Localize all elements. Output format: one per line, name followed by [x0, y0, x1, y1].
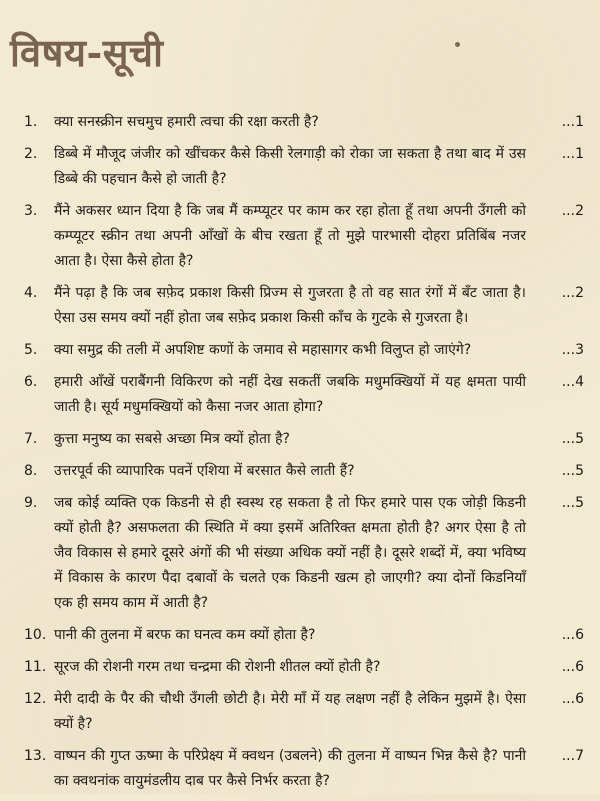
entry-page-number: ...5	[561, 431, 584, 447]
entry-question: कुत्ता मनुष्य का सबसे अच्छा मित्र क्यों होता है?	[54, 431, 290, 447]
entry-page-number: ...6	[561, 691, 584, 707]
entry-number: 1.	[24, 114, 38, 130]
entry-page-number: ...5	[561, 463, 584, 479]
page-title: विषय-सूची	[10, 30, 164, 76]
entry-number: 6.	[24, 374, 38, 390]
entry-page-number: ...6	[561, 659, 584, 675]
entry-number: 3.	[24, 203, 38, 219]
toc-entry	[24, 623, 584, 648]
toc-entry	[24, 687, 584, 737]
toc-entry	[24, 744, 584, 794]
entry-page-number: ...4	[561, 374, 584, 390]
entry-page-number: ...5	[561, 495, 584, 511]
toc-entry	[24, 199, 584, 274]
toc-entry	[24, 281, 584, 331]
entry-number: 11.	[24, 659, 47, 675]
entry-question: सूरज की रोशनी गरम तथा चन्द्रमा की रोशनी शीतल क्यों होती है?	[54, 659, 381, 675]
entry-question: क्या सनस्क्रीन सचमुच हमारी त्वचा की रक्षा करती है?	[54, 114, 319, 130]
entry-number: 8.	[24, 463, 38, 479]
toc-entry	[24, 142, 584, 192]
entry-question: क्या समुद्र की तली में अपशिष्ट कणों के जमाव से महासागर कभी विलुप्त हो जाएंगे?	[54, 342, 472, 358]
toc-entry	[24, 459, 584, 484]
entry-page-number: ...7	[561, 748, 584, 764]
toc-entry	[24, 491, 584, 616]
entry-number: 4.	[24, 285, 38, 301]
toc-entry	[24, 338, 584, 363]
page-speck	[455, 42, 460, 47]
toc-entry	[24, 110, 584, 135]
entry-question: उत्तरपूर्व की व्यापारिक पवनें एशिया में बरसात कैसे लाती हैं?	[54, 463, 355, 479]
entry-question: वाष्पन की गुप्त ऊष्मा के परिप्रेक्ष्य में क्वथन (उबलने) की तुलना में वाष्पन भिन्न कैसे है? पानी का क्वथनांक वायुमंडलीय दाब पर कैसे निर्भर करता है?	[54, 748, 526, 789]
entry-number: 5.	[24, 342, 38, 358]
entry-number: 9.	[24, 495, 38, 511]
entry-page-number: ...1	[561, 146, 584, 162]
entry-page-number: ...2	[561, 203, 584, 219]
entry-page-number: ...6	[561, 627, 584, 643]
entry-number: 10.	[24, 627, 47, 643]
entry-question: मेरी दादी के पैर की चौथी उँगली छोटी है। मेरी माँ में यह लक्षण नहीं है लेकिन मुझमें है। ऐसा क्यों है?	[54, 691, 526, 732]
entry-number: 13.	[24, 748, 47, 764]
entry-page-number: ...3	[561, 342, 584, 358]
entry-page-number: ...1	[561, 114, 584, 130]
toc-entry	[24, 655, 584, 680]
entry-number: 12.	[24, 691, 47, 707]
entry-number: 7.	[24, 431, 38, 447]
show-through-text	[250, 6, 590, 54]
entry-question: मैंने पढ़ा है कि जब सफ़ेद प्रकाश किसी प्रिज्म से गुजरता है तो वह सात रंगों में बँट जाता है। ऐसा उस समय क्यों नहीं होता जब सफ़ेद प्रकाश किसी काँच के गुटके से गुजरता है।	[54, 285, 526, 326]
toc-entry	[24, 427, 584, 452]
entry-page-number: ...2	[561, 285, 584, 301]
entry-question: हमारी आँखें पराबैंगनी विकिरण को नहीं देख सकतीं जबकि मधुमक्खियों में यह क्षमता पायी जाती है। सूर्य मधुमक्खियों को कैसा नजर आता होगा?	[54, 374, 526, 415]
entry-number: 2.	[24, 146, 38, 162]
entry-question: डिब्बे में मौजूद जंजीर को खींचकर कैसे किसी रेलगाड़ी को रोका जा सकता है तथा बाद में उस डिब्बे की पहचान कैसे हो जाती है?	[54, 146, 526, 187]
entry-question: मैंने अकसर ध्यान दिया है कि जब मैं कम्प्यूटर पर काम कर रहा होता हूँ तथा अपनी उँगली को कम्प्यूटर स्क्रीन तथा अपनी आँखों के बीच रखता हूँ तो मुझे पारभासी दोहरा प्रतिबिंब नजर आता है। ऐसा कैसे होता है?	[54, 203, 526, 269]
table-of-contents	[24, 110, 584, 801]
entry-question: जब कोई व्यक्ति एक किडनी से ही स्वस्थ रह सकता है तो फिर हमारे पास एक जोड़ी किडनी क्यों होती है? असफलता की स्थिति में क्या इसमें अतिरिक्त क्षमता होती है? अगर ऐसा है तो जैव विकास से हमारे दूसरे अंगों की भी संख्या अधिक क्यों नहीं है। दूसरे शब्दों में, क्या भविष्य में विकास के कारण पैदा दबावों के चलते एक किडनी खत्म हो जाएगी? क्या दोनों किडनियाँ एक ही समय काम में आती है?	[54, 495, 526, 611]
entry-question: पानी की तुलना में बरफ का घनत्व कम क्यों होता है?	[54, 627, 316, 643]
toc-entry	[24, 370, 584, 420]
